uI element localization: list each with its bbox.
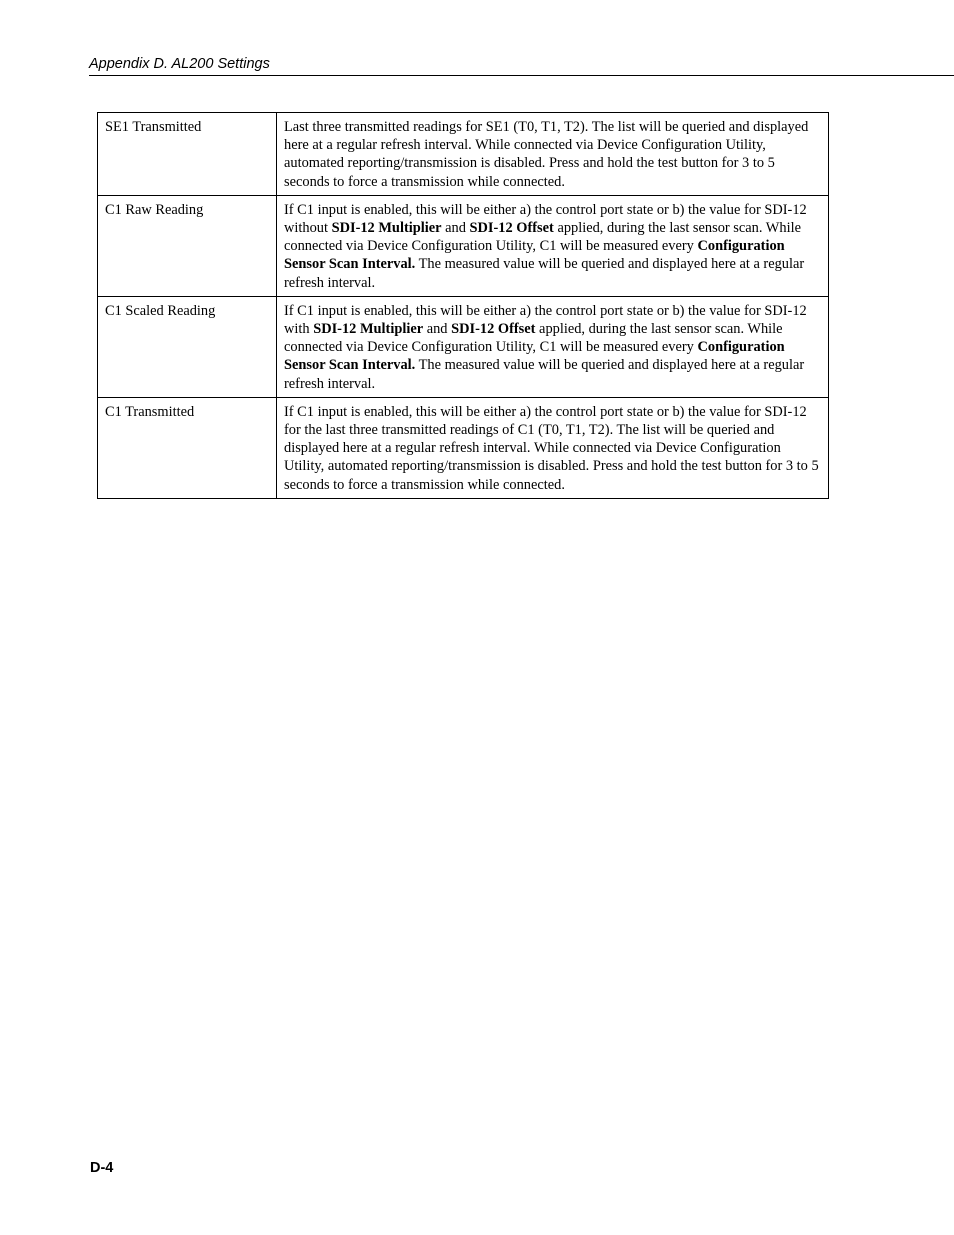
setting-description — [277, 195, 829, 296]
table-row — [98, 296, 829, 397]
description-text: applied, during the last sensor scan. While connected via Device Configuration Utility, C1 will be measured every — [284, 220, 801, 255]
bold-term: SDI-12 Offset — [451, 321, 536, 338]
setting-name: C1 Raw Reading — [98, 195, 277, 296]
bold-term: Configuration Sensor Scan Interval. — [284, 238, 785, 273]
table-row — [98, 397, 829, 498]
settings-table — [97, 112, 829, 499]
setting-name: C1 Scaled Reading — [98, 296, 277, 397]
table-row — [98, 113, 829, 196]
description-text: and — [441, 220, 470, 237]
description-text: Last three transmitted readings for SE1 (T0, T1, T2). The list will be queried and displayed here at a regular refresh interval. While connected via Device Configuration Utility, automated reporting/transmission is disabled. Press and hold the test button for 3 to 5 seconds to force a transmission while connected. — [284, 119, 809, 190]
description-text: If C1 input is enabled, this will be either a) the control port state or b) the value for SDI-12 with — [284, 302, 807, 338]
bold-term: SDI-12 Multiplier — [313, 321, 424, 338]
description-text: The measured value will be queried and displayed here at a regular refresh interval. — [284, 357, 805, 392]
description-text: If C1 input is enabled, this will be either a) the control port state or b) the value for SDI-12 for the last three transmitted readings of C1 (T0, T1, T2). The list will be queried and displayed here at a regular refresh interval. While connected via Device Configuration Utility, automated reporting/transmission is disabled. Press and hold the test button for 3 to 5 seconds to force a transmission while connected. — [284, 403, 819, 493]
setting-description — [277, 397, 829, 498]
bold-term: SDI-12 Offset — [469, 220, 554, 237]
bold-term: SDI-12 Multiplier — [331, 220, 442, 237]
description-text: and — [423, 321, 452, 338]
description-text: If C1 input is enabled, this will be either a) the control port state or b) the value for SDI-12 without — [284, 201, 807, 237]
header-title: Appendix D. AL200 Settings — [89, 56, 270, 72]
setting-name: SE1 Transmitted — [98, 113, 277, 196]
description-text: The measured value will be queried and displayed here at a regular refresh interval. — [284, 256, 805, 291]
page-number: D-4 — [90, 1160, 114, 1176]
table-row — [98, 195, 829, 296]
bold-term: Configuration Sensor Scan Interval. — [284, 339, 785, 374]
page-header — [89, 55, 954, 76]
description-text: applied, during the last sensor scan. While connected via Device Configuration Utility, C1 will be measured every — [284, 321, 783, 356]
setting-description — [277, 296, 829, 397]
setting-description — [277, 113, 829, 196]
setting-name: C1 Transmitted — [98, 397, 277, 498]
